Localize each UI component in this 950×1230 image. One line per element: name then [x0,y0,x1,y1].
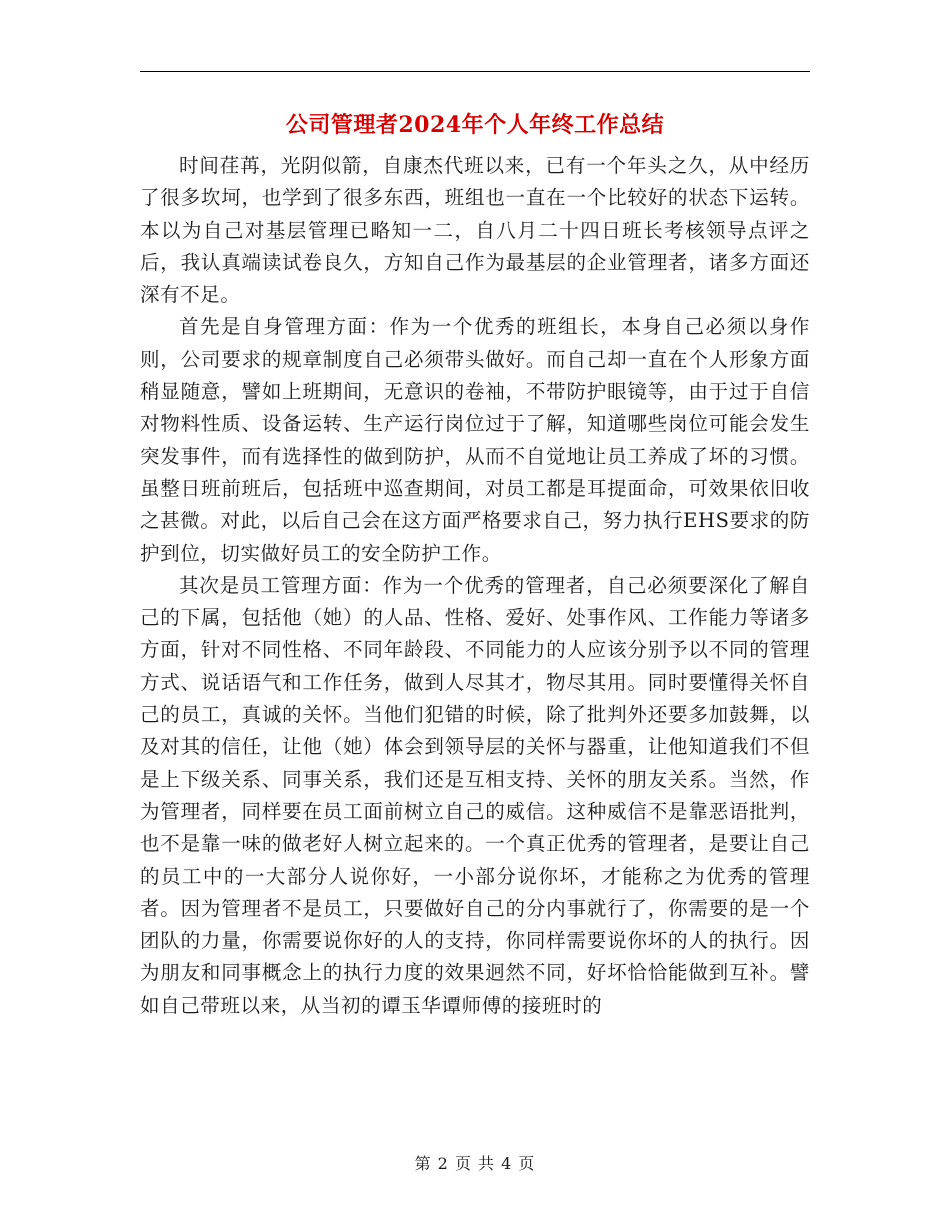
paragraph-2: 首先是自身管理方面：作为一个优秀的班组长，本身自己必须以身作则，公司要求的规章制度自己必须带头做好。而自己却一直在个人形象方面稍显随意，譬如上班期间，无意识的卷袖，不带防护眼镜等，由于过于自信对物料性质、设备运转、生产运行岗位过于了解，知道哪些岗位可能会发生突发事件，而有选择性的做到防护，从而不自觉地让员工养成了坏的习惯。虽整日班前班后，包括班中巡查期间，对员工都是耳提面命，可效果依旧收之甚微。对此，以后自己会在这方面严格要求自己，努力执行EHS要求的防护到位，切实做好员工的安全防护工作。 [140,315,810,565]
paragraph-1: 时间荏苒，光阴似箭，自康杰代班以来，已有一个年头之久，从中经历了很多坎坷，也学到了很多东西，班组也一直在一个比较好的状态下运转。本以为自己对基层管理已略知一二，自八月二十四日班长考核领导点评之后，我认真端读试卷良久，方知自己作为最基层的企业管理者，诸多方面还深有不足。 [140,154,810,307]
paragraph-3: 其次是员工管理方面：作为一个优秀的管理者，自己必须要深化了解自己的下属，包括他（她）的人品、性格、爱好、处事作风、工作能力等诸多方面，针对不同性格、不同年龄段、不同能力的人应该分别予以不同的管理方式、说话语气和工作任务，做到人尽其才，物尽其用。同时要懂得关怀自己的员工，真诚的关怀。当他们犯错的时候，除了批判外还要多加鼓舞，以及对其的信任，让他（她）体会到领导层的关怀与器重，让他知道我们不但是上下级关系、同事关系，我们还是互相支持、关怀的朋友关系。当然，作为管理者，同样要在员工面前树立自己的威信。这种威信不是靠恶语批判，也不是靠一味的做老好人树立起来的。一个真正优秀的管理者，是要让自己的员工中的一大部分人说你好，一小部分说你坏，才能称之为优秀的管理者。因为管理者不是员工，只要做好自己的分内事就行了，你需要的是一个团队的力量，你需要说你好的人的支持，你同样需要说你坏的人的执行。因为朋友和同事概念上的执行力度的效果迥然不同，好坏恰恰能做到互补。譬如自己带班以来，从当初的谭玉华谭师傅的接班时的 [140,573,810,1017]
document-body [140,150,810,1022]
header-rule [140,71,810,72]
document-title: 公司管理者2024年个人年终工作总结 [285,112,665,138]
page-number: 第 2 页 共 4 页 [414,1154,536,1173]
